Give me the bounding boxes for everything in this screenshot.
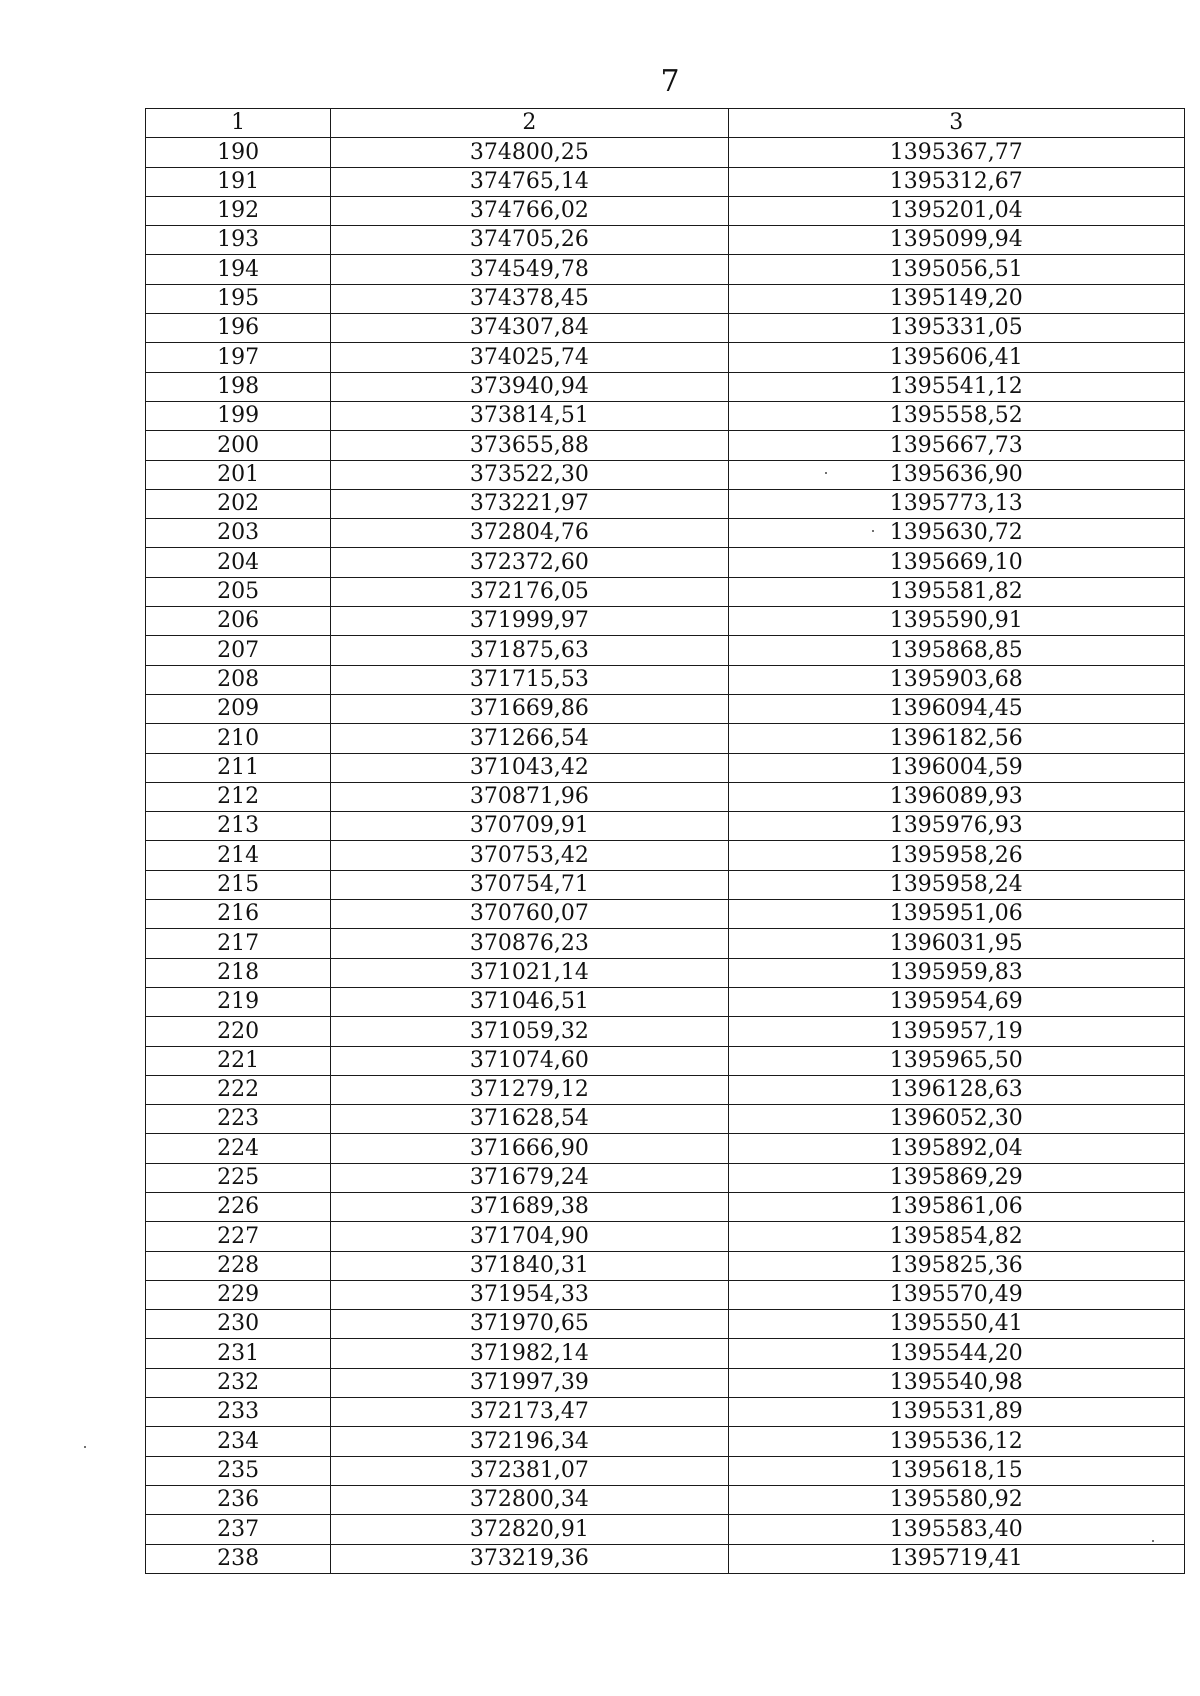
table-row — [146, 1017, 1185, 1046]
cell-point-number: 216 — [146, 900, 331, 929]
cell-x-coordinate: 371982,14 — [331, 1339, 728, 1368]
table-row — [146, 958, 1185, 987]
cell-y-coordinate: 1395531,89 — [728, 1398, 1184, 1427]
table-row — [146, 314, 1185, 343]
cell-y-coordinate: 1395583,40 — [728, 1515, 1184, 1544]
cell-x-coordinate: 373940,94 — [331, 372, 728, 401]
cell-y-coordinate: 1395957,19 — [728, 1017, 1184, 1046]
cell-y-coordinate: 1395954,69 — [728, 987, 1184, 1016]
cell-y-coordinate: 1396182,56 — [728, 724, 1184, 753]
cell-x-coordinate: 372820,91 — [331, 1515, 728, 1544]
cell-y-coordinate: 1395630,72 — [728, 519, 1184, 548]
cell-x-coordinate: 372372,60 — [331, 548, 728, 577]
table-row — [146, 900, 1185, 929]
cell-y-coordinate: 1395541,12 — [728, 372, 1184, 401]
cell-point-number: 196 — [146, 314, 331, 343]
table-header-row — [146, 109, 1185, 138]
cell-y-coordinate: 1395868,85 — [728, 636, 1184, 665]
cell-y-coordinate: 1395892,04 — [728, 1134, 1184, 1163]
cell-point-number: 210 — [146, 724, 331, 753]
cell-x-coordinate: 372176,05 — [331, 577, 728, 606]
cell-x-coordinate: 373655,88 — [331, 431, 728, 460]
cell-x-coordinate: 374378,45 — [331, 284, 728, 313]
cell-point-number: 217 — [146, 929, 331, 958]
cell-point-number: 200 — [146, 431, 331, 460]
cell-x-coordinate: 371074,60 — [331, 1046, 728, 1075]
table-row — [146, 548, 1185, 577]
cell-point-number: 213 — [146, 812, 331, 841]
cell-x-coordinate: 373221,97 — [331, 489, 728, 518]
cell-x-coordinate: 371666,90 — [331, 1134, 728, 1163]
scan-speck — [84, 1446, 86, 1448]
cell-x-coordinate: 372196,34 — [331, 1427, 728, 1456]
table-row — [146, 1134, 1185, 1163]
cell-y-coordinate: 1395825,36 — [728, 1251, 1184, 1280]
cell-y-coordinate: 1395606,41 — [728, 343, 1184, 372]
cell-point-number: 191 — [146, 167, 331, 196]
table-row — [146, 460, 1185, 489]
cell-x-coordinate: 370871,96 — [331, 782, 728, 811]
cell-point-number: 192 — [146, 196, 331, 225]
table-row — [146, 226, 1185, 255]
cell-point-number: 231 — [146, 1339, 331, 1368]
cell-point-number: 201 — [146, 460, 331, 489]
cell-x-coordinate: 371059,32 — [331, 1017, 728, 1046]
table-row — [146, 1427, 1185, 1456]
cell-x-coordinate: 374705,26 — [331, 226, 728, 255]
table-row — [146, 929, 1185, 958]
cell-y-coordinate: 1395149,20 — [728, 284, 1184, 313]
table-row — [146, 1485, 1185, 1514]
cell-point-number: 202 — [146, 489, 331, 518]
cell-x-coordinate: 374307,84 — [331, 314, 728, 343]
cell-x-coordinate: 371043,42 — [331, 753, 728, 782]
cell-y-coordinate: 1395861,06 — [728, 1192, 1184, 1221]
cell-y-coordinate: 1396128,63 — [728, 1075, 1184, 1104]
cell-x-coordinate: 372800,34 — [331, 1485, 728, 1514]
table-row — [146, 1280, 1185, 1309]
cell-y-coordinate: 1395540,98 — [728, 1368, 1184, 1397]
cell-point-number: 235 — [146, 1456, 331, 1485]
table-row — [146, 812, 1185, 841]
table-row — [146, 431, 1185, 460]
cell-point-number: 205 — [146, 577, 331, 606]
cell-point-number: 222 — [146, 1075, 331, 1104]
cell-point-number: 238 — [146, 1544, 331, 1573]
table-row — [146, 1251, 1185, 1280]
cell-point-number: 193 — [146, 226, 331, 255]
table-row — [146, 1222, 1185, 1251]
cell-point-number: 204 — [146, 548, 331, 577]
table-row — [146, 255, 1185, 284]
table-row — [146, 753, 1185, 782]
cell-point-number: 225 — [146, 1163, 331, 1192]
cell-point-number: 236 — [146, 1485, 331, 1514]
table-row — [146, 577, 1185, 606]
cell-x-coordinate: 372173,47 — [331, 1398, 728, 1427]
cell-y-coordinate: 1395869,29 — [728, 1163, 1184, 1192]
cell-y-coordinate: 1396031,95 — [728, 929, 1184, 958]
cell-y-coordinate: 1395959,83 — [728, 958, 1184, 987]
cell-point-number: 220 — [146, 1017, 331, 1046]
cell-x-coordinate: 373814,51 — [331, 401, 728, 430]
cell-x-coordinate: 371999,97 — [331, 607, 728, 636]
cell-y-coordinate: 1395590,91 — [728, 607, 1184, 636]
cell-x-coordinate: 370760,07 — [331, 900, 728, 929]
cell-y-coordinate: 1395201,04 — [728, 196, 1184, 225]
cell-point-number: 212 — [146, 782, 331, 811]
cell-y-coordinate: 1395976,93 — [728, 812, 1184, 841]
cell-point-number: 194 — [146, 255, 331, 284]
page-number: 7 — [660, 64, 680, 99]
cell-point-number: 221 — [146, 1046, 331, 1075]
cell-y-coordinate: 1395951,06 — [728, 900, 1184, 929]
cell-x-coordinate: 371715,53 — [331, 665, 728, 694]
table-row — [146, 1163, 1185, 1192]
cell-x-coordinate: 374549,78 — [331, 255, 728, 284]
cell-x-coordinate: 371279,12 — [331, 1075, 728, 1104]
cell-point-number: 229 — [146, 1280, 331, 1309]
cell-x-coordinate: 371679,24 — [331, 1163, 728, 1192]
cell-point-number: 223 — [146, 1105, 331, 1134]
table-row — [146, 694, 1185, 723]
table-row — [146, 489, 1185, 518]
table-row — [146, 343, 1185, 372]
cell-y-coordinate: 1396089,93 — [728, 782, 1184, 811]
cell-y-coordinate: 1395367,77 — [728, 138, 1184, 167]
cell-point-number: 209 — [146, 694, 331, 723]
cell-x-coordinate: 374025,74 — [331, 343, 728, 372]
table-row — [146, 1310, 1185, 1339]
table-row — [146, 138, 1185, 167]
cell-x-coordinate: 371689,38 — [331, 1192, 728, 1221]
table-row — [146, 724, 1185, 753]
table-row — [146, 636, 1185, 665]
table-row — [146, 1456, 1185, 1485]
cell-point-number: 227 — [146, 1222, 331, 1251]
cell-y-coordinate: 1395558,52 — [728, 401, 1184, 430]
table-body — [146, 138, 1185, 1574]
cell-x-coordinate: 371704,90 — [331, 1222, 728, 1251]
cell-x-coordinate: 370709,91 — [331, 812, 728, 841]
scan-speck — [825, 472, 827, 474]
table-row — [146, 401, 1185, 430]
cell-y-coordinate: 1395636,90 — [728, 460, 1184, 489]
cell-point-number: 214 — [146, 841, 331, 870]
coordinates-table — [145, 108, 1185, 1574]
cell-x-coordinate: 371669,86 — [331, 694, 728, 723]
cell-point-number: 228 — [146, 1251, 331, 1280]
cell-y-coordinate: 1395958,24 — [728, 870, 1184, 899]
table-row — [146, 1192, 1185, 1221]
cell-point-number: 206 — [146, 607, 331, 636]
cell-y-coordinate: 1396052,30 — [728, 1105, 1184, 1134]
cell-x-coordinate: 371046,51 — [331, 987, 728, 1016]
cell-point-number: 195 — [146, 284, 331, 313]
cell-point-number: 198 — [146, 372, 331, 401]
column-header-x-coordinate: 2 — [331, 109, 728, 138]
cell-y-coordinate: 1396094,45 — [728, 694, 1184, 723]
scan-speck — [872, 530, 874, 532]
cell-x-coordinate: 371954,33 — [331, 1280, 728, 1309]
cell-y-coordinate: 1395958,26 — [728, 841, 1184, 870]
cell-y-coordinate: 1395056,51 — [728, 255, 1184, 284]
cell-y-coordinate: 1395903,68 — [728, 665, 1184, 694]
cell-x-coordinate: 371875,63 — [331, 636, 728, 665]
cell-y-coordinate: 1395536,12 — [728, 1427, 1184, 1456]
cell-y-coordinate: 1395669,10 — [728, 548, 1184, 577]
cell-x-coordinate: 371970,65 — [331, 1310, 728, 1339]
cell-y-coordinate: 1395618,15 — [728, 1456, 1184, 1485]
cell-y-coordinate: 1395331,05 — [728, 314, 1184, 343]
table-row — [146, 372, 1185, 401]
cell-point-number: 203 — [146, 519, 331, 548]
table-row — [146, 1544, 1185, 1573]
table-row — [146, 665, 1185, 694]
cell-x-coordinate: 374800,25 — [331, 138, 728, 167]
table-row — [146, 841, 1185, 870]
cell-point-number: 211 — [146, 753, 331, 782]
cell-y-coordinate: 1395773,13 — [728, 489, 1184, 518]
cell-point-number: 190 — [146, 138, 331, 167]
cell-x-coordinate: 371628,54 — [331, 1105, 728, 1134]
cell-x-coordinate: 371266,54 — [331, 724, 728, 753]
column-header-y-coordinate: 3 — [728, 109, 1184, 138]
table-row — [146, 284, 1185, 313]
cell-y-coordinate: 1395544,20 — [728, 1339, 1184, 1368]
cell-x-coordinate: 373219,36 — [331, 1544, 728, 1573]
cell-point-number: 208 — [146, 665, 331, 694]
table-row — [146, 1339, 1185, 1368]
cell-x-coordinate: 370754,71 — [331, 870, 728, 899]
table-row — [146, 167, 1185, 196]
cell-y-coordinate: 1395719,41 — [728, 1544, 1184, 1573]
scan-speck — [1152, 1540, 1154, 1542]
table-row — [146, 607, 1185, 636]
cell-point-number: 226 — [146, 1192, 331, 1221]
table-row — [146, 1046, 1185, 1075]
cell-point-number: 207 — [146, 636, 331, 665]
cell-y-coordinate: 1395099,94 — [728, 226, 1184, 255]
cell-point-number: 199 — [146, 401, 331, 430]
cell-x-coordinate: 371021,14 — [331, 958, 728, 987]
cell-y-coordinate: 1395550,41 — [728, 1310, 1184, 1339]
cell-x-coordinate: 372381,07 — [331, 1456, 728, 1485]
cell-point-number: 224 — [146, 1134, 331, 1163]
table-row — [146, 196, 1185, 225]
cell-y-coordinate: 1395667,73 — [728, 431, 1184, 460]
cell-x-coordinate: 371840,31 — [331, 1251, 728, 1280]
table-row — [146, 1398, 1185, 1427]
table-row — [146, 1105, 1185, 1134]
cell-point-number: 234 — [146, 1427, 331, 1456]
table-row — [146, 1075, 1185, 1104]
cell-x-coordinate: 370876,23 — [331, 929, 728, 958]
table-row — [146, 1368, 1185, 1397]
cell-x-coordinate: 373522,30 — [331, 460, 728, 489]
cell-y-coordinate: 1395854,82 — [728, 1222, 1184, 1251]
cell-point-number: 233 — [146, 1398, 331, 1427]
column-header-point-number: 1 — [146, 109, 331, 138]
cell-y-coordinate: 1395580,92 — [728, 1485, 1184, 1514]
cell-x-coordinate: 374766,02 — [331, 196, 728, 225]
cell-point-number: 230 — [146, 1310, 331, 1339]
table-row — [146, 519, 1185, 548]
cell-point-number: 215 — [146, 870, 331, 899]
cell-y-coordinate: 1395570,49 — [728, 1280, 1184, 1309]
table-row — [146, 1515, 1185, 1544]
cell-y-coordinate: 1395312,67 — [728, 167, 1184, 196]
cell-point-number: 197 — [146, 343, 331, 372]
cell-y-coordinate: 1395581,82 — [728, 577, 1184, 606]
cell-y-coordinate: 1396004,59 — [728, 753, 1184, 782]
table-row — [146, 870, 1185, 899]
table-row — [146, 782, 1185, 811]
cell-point-number: 218 — [146, 958, 331, 987]
cell-point-number: 219 — [146, 987, 331, 1016]
cell-x-coordinate: 370753,42 — [331, 841, 728, 870]
cell-x-coordinate: 374765,14 — [331, 167, 728, 196]
table-row — [146, 987, 1185, 1016]
cell-x-coordinate: 372804,76 — [331, 519, 728, 548]
cell-x-coordinate: 371997,39 — [331, 1368, 728, 1397]
cell-point-number: 237 — [146, 1515, 331, 1544]
cell-point-number: 232 — [146, 1368, 331, 1397]
cell-y-coordinate: 1395965,50 — [728, 1046, 1184, 1075]
